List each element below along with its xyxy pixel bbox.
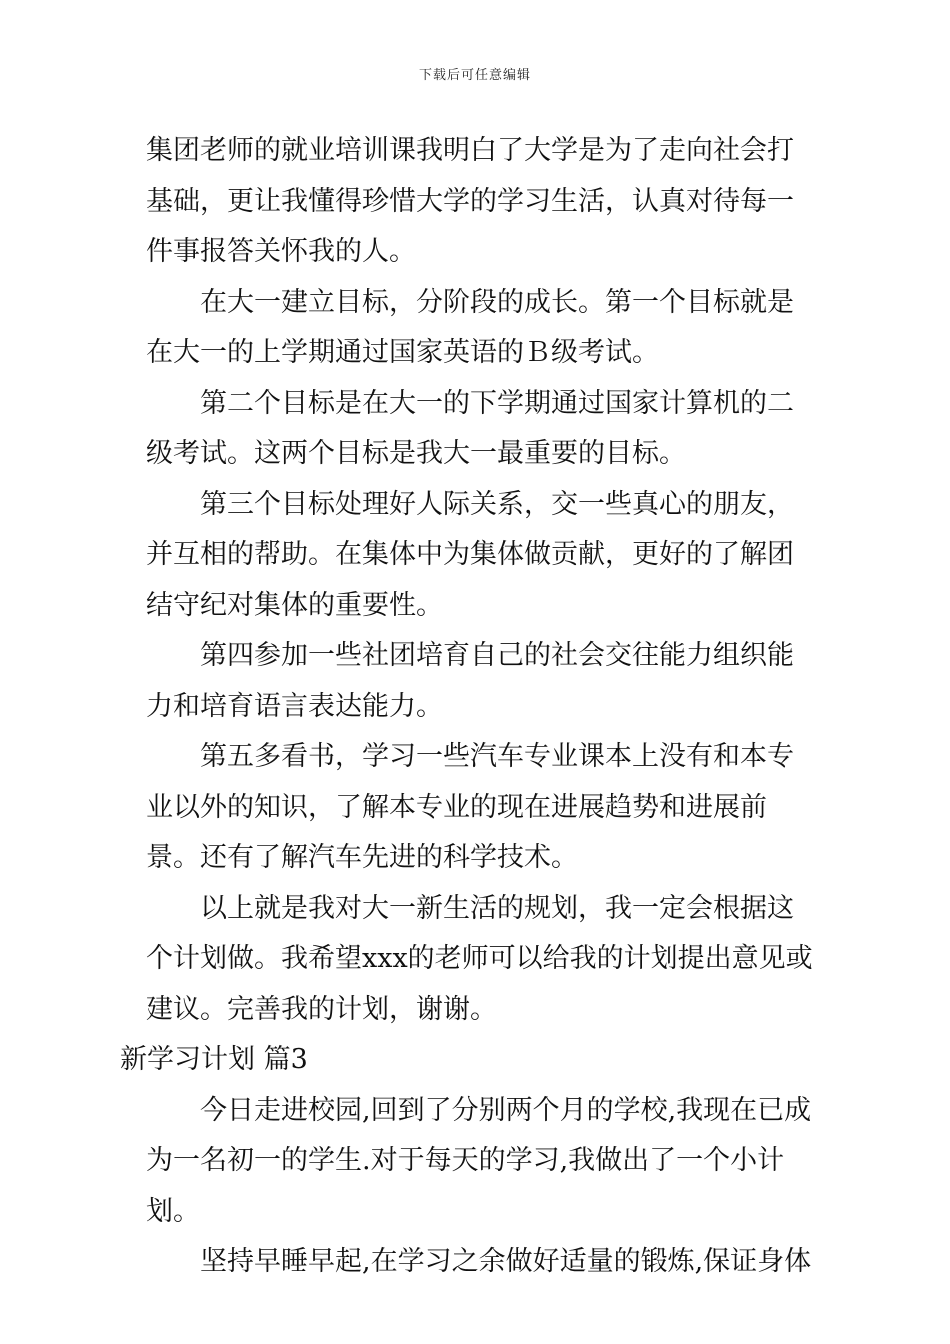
section-title: 新学习计划 篇3 (120, 1044, 308, 1075)
paragraph-9: 坚持早睡早起,在学习之余做好适量的锻炼,保证身体 (200, 1246, 812, 1277)
paragraph-7: 以上就是我对大一新生活的规划，我一定会根据这个计划做。我希望xxx的老师可以给我的计划提出意见或建议。完善我的计划，谢谢。 (146, 892, 813, 1025)
paragraph-3: 第二个目标是在大一的下学期通过国家计算机的二级考试。这两个目标是我大一最重要的目标。 (146, 387, 794, 469)
page-header: 下载后可任意编辑 (418, 68, 531, 83)
paragraph-4: 第三个目标处理好人际关系，交一些真心的朋友，并互相的帮助。在集体中为集体做贡献，更好的了解团结守纪对集体的重要性。 (146, 488, 794, 621)
paragraph-5: 第四参加一些社团培育自己的社会交往能力组织能力和培育语言表达能力。 (146, 640, 794, 722)
paragraph-1: 集团老师的就业培训课我明白了大学是为了走向社会打基础，更让我懂得珍惜大学的学习生活，认真对待每一件事报答关怀我的人。 (146, 135, 794, 267)
paragraph-8: 今日走进校园,回到了分别两个月的学校,我现在已成为一名初一的学生.对于每天的学习,我做出了一个小计划。 (146, 1094, 812, 1227)
paragraph-6: 第五多看书，学习一些汽车专业课本上没有和本专业以外的知识，了解本专业的现在进展趋势和进展前景。还有了解汽车先进的科学技术。 (146, 741, 794, 873)
paragraph-2: 在大一建立目标，分阶段的成长。第一个目标就是在大一的上学期通过国家英语的Ｂ级考试。 (146, 286, 794, 368)
document-body (120, 126, 818, 1288)
